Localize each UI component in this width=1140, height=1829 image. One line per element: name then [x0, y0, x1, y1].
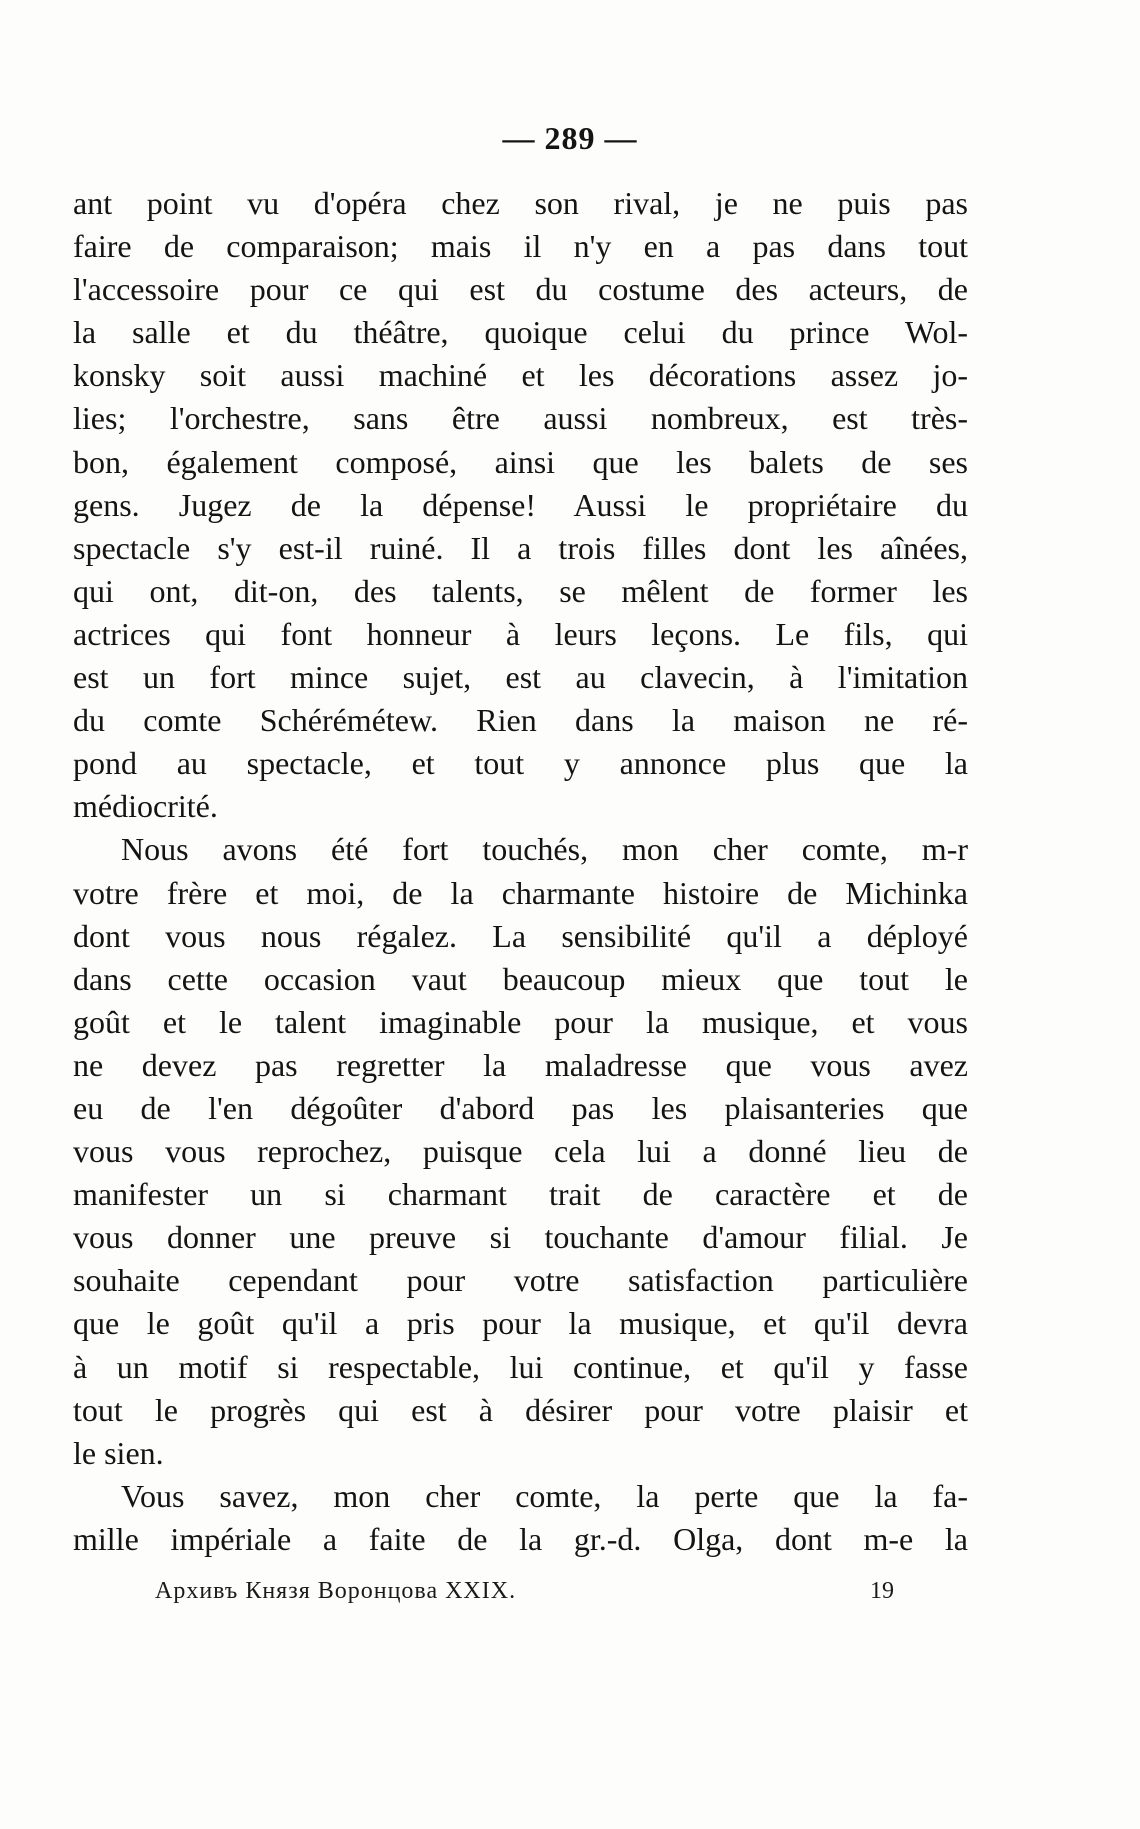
text-line: Nous avons été fort touchés, mon cher comte, m-r	[121, 831, 968, 868]
text-line: eu de l'en dégoûter d'abord pas les plaisanteries que	[73, 1089, 968, 1126]
text-line: ant point vu d'opéra chez son rival, je ne puis pas	[73, 185, 968, 221]
text-line: vous vous reprochez, puisque cela lui a donné lieu de	[73, 1133, 968, 1170]
text-line: la salle et du théâtre, quoique celui du prince Wol-	[73, 314, 968, 351]
text-line: le sien.	[73, 1434, 164, 1471]
text-line: spectacle s'y est-il ruiné. Il a trois filles dont les aînées,	[73, 529, 968, 566]
text-line: goût et le talent imaginable pour la musique, et vous	[73, 1003, 968, 1040]
text-line: dans cette occasion vaut beaucoup mieux que tout le	[73, 960, 968, 997]
page-number: — 289 —	[502, 120, 638, 156]
text-line: vous donner une preuve si touchante d'amour filial. Je	[73, 1219, 968, 1256]
text-line: mille impériale a faite de la gr.-d. Olga, dont m-e la	[73, 1520, 968, 1557]
page-footer	[0, 1578, 1140, 1618]
text-line: à un motif si respectable, lui continue, et qu'il y fasse	[73, 1348, 968, 1385]
text-line: souhaite cependant pour votre satisfaction particulière	[73, 1262, 968, 1299]
text-line: pond au spectacle, et tout y annonce plus que la	[73, 745, 968, 782]
text-line: est un fort mince sujet, est au clavecin, à l'imitation	[73, 659, 968, 696]
body-text	[73, 182, 968, 1561]
text-line: bon, également composé, ainsi que les balets de ses	[73, 443, 968, 480]
text-line: actrices qui font honneur à leurs leçons. Le fils, qui	[73, 615, 968, 652]
text-line: tout le progrès qui est à désirer pour votre plaisir et	[73, 1391, 968, 1428]
text-line: médiocrité.	[73, 788, 218, 825]
text-line: l'accessoire pour ce qui est du costume des acteurs, de	[73, 271, 968, 308]
text-line: ne devez pas regretter la maladresse que vous avez	[73, 1046, 968, 1083]
text-line: konsky soit aussi machiné et les décorations assez jo-	[73, 357, 968, 394]
text-line: du comte Schérémétew. Rien dans la maison ne ré-	[73, 702, 968, 739]
text-line: lies; l'orchestre, sans être aussi nombreux, est très-	[73, 400, 968, 437]
text-line: faire de comparaison; mais il n'y en a pas dans tout	[73, 228, 968, 265]
text-line: votre frère et moi, de la charmante histoire de Michinka	[73, 874, 968, 911]
text-line: qui ont, dit-on, des talents, se mêlent de former les	[73, 572, 968, 609]
footer-title: Архивъ Князя Воронцова XXIX.	[155, 1578, 517, 1604]
text-line: que le goût qu'il a pris pour la musique, et qu'il devra	[73, 1305, 968, 1342]
text-line: dont vous nous régalez. La sensibilité qu'il a déployé	[73, 917, 968, 954]
text-line: Vous savez, mon cher comte, la perte que la fa-	[121, 1477, 968, 1514]
text-line: manifester un si charmant trait de caractère et de	[73, 1176, 968, 1213]
signature-mark: 19	[870, 1578, 894, 1604]
text-line: gens. Jugez de la dépense! Aussi le propriétaire du	[73, 486, 968, 523]
